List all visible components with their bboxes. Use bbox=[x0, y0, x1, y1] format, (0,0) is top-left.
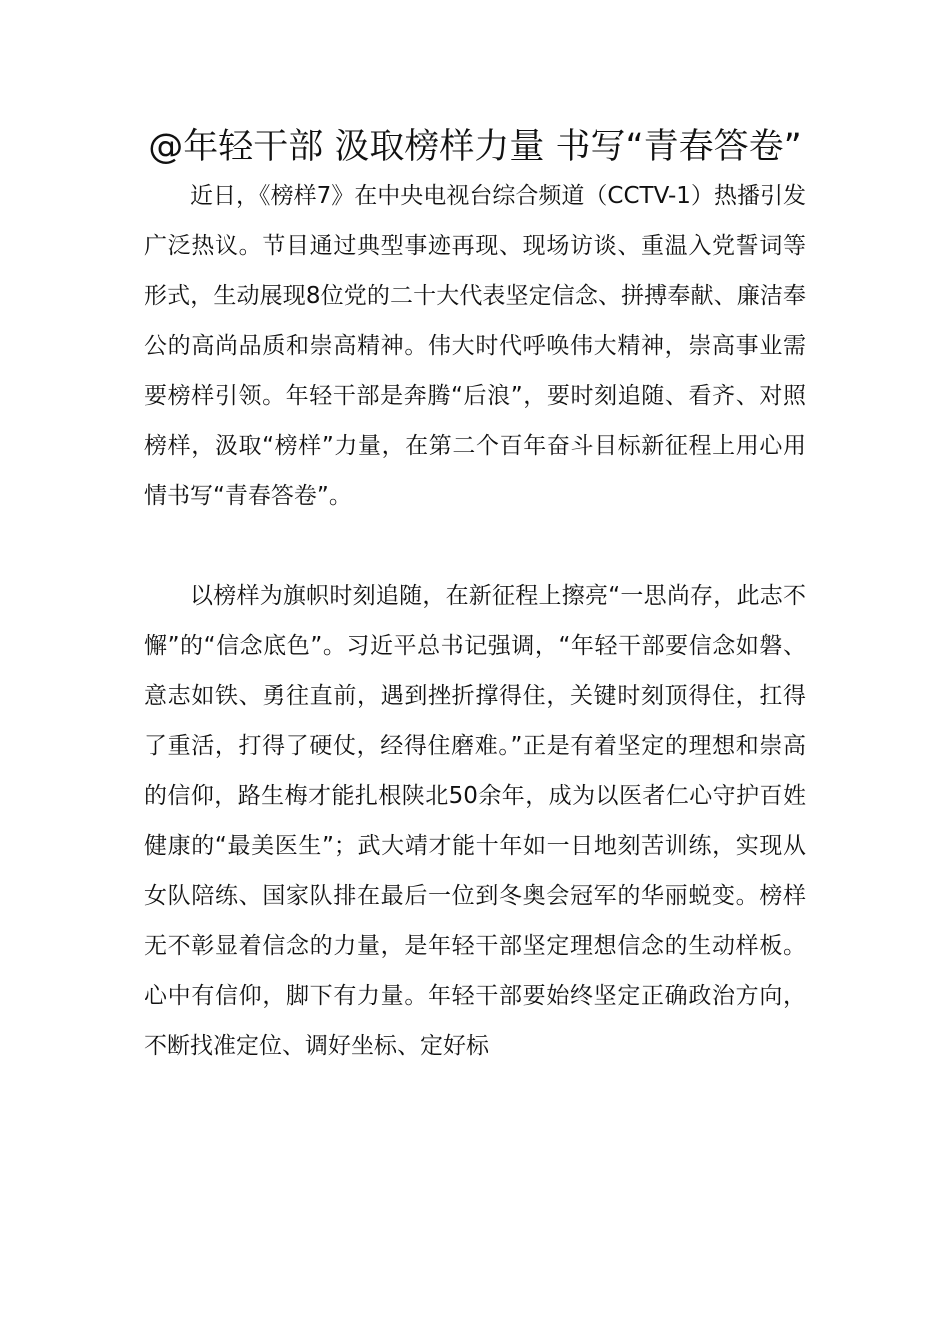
paragraph-body: 以榜样为旗帜时刻追随，在新征程上擦亮“一思尚存，此志不懈”的“信念底色”。习近平总书记强调，“年轻干部要信念如磐、意志如铁、勇往直前，遇到挫折撑得住，关键时刻顶得住，扛得了重活，打得了硬仗，经得住磨难。”正是有着坚定的理想和崇高的信仰，路生梅才能扎根陕北50余年，成为以医者仁心守护百姓健康的“最美医生”；武大靖才能十年如一日地刻苦训练，实现从女队陪练、国家队排在最后一位到冬奥会冠军的华丽蜕变。榜样无不彰显着信念的力量，是年轻干部坚定理想信念的生动样板。心中有信仰，脚下有力量。年轻干部要始终坚定正确政治方向，不断找准定位、调好坐标、定好标 bbox=[144, 583, 806, 1059]
document-page bbox=[144, 124, 806, 1071]
paragraph-spacer bbox=[144, 521, 806, 571]
paragraph-intro: 近日，《榜样7》在中央电视台综合频道（CCTV-1）热播引发广泛热议。节目通过典型事迹再现、现场访谈、重温入党誓词等形式，生动展现8位党的二十大代表坚定信念、拼搏奉献、廉洁奉公的高尚品质和崇高精神。伟大时代呼唤伟大精神，崇高事业需要榜样引领。年轻干部是奔腾“后浪”，要时刻追随、看齐、对照榜样，汲取“榜样”力量，在第二个百年奋斗目标新征程上用心用情书写“青春答卷”。 bbox=[144, 183, 806, 509]
document-title: @年轻干部 汲取榜样力量 书写“青春答卷” bbox=[148, 127, 802, 167]
